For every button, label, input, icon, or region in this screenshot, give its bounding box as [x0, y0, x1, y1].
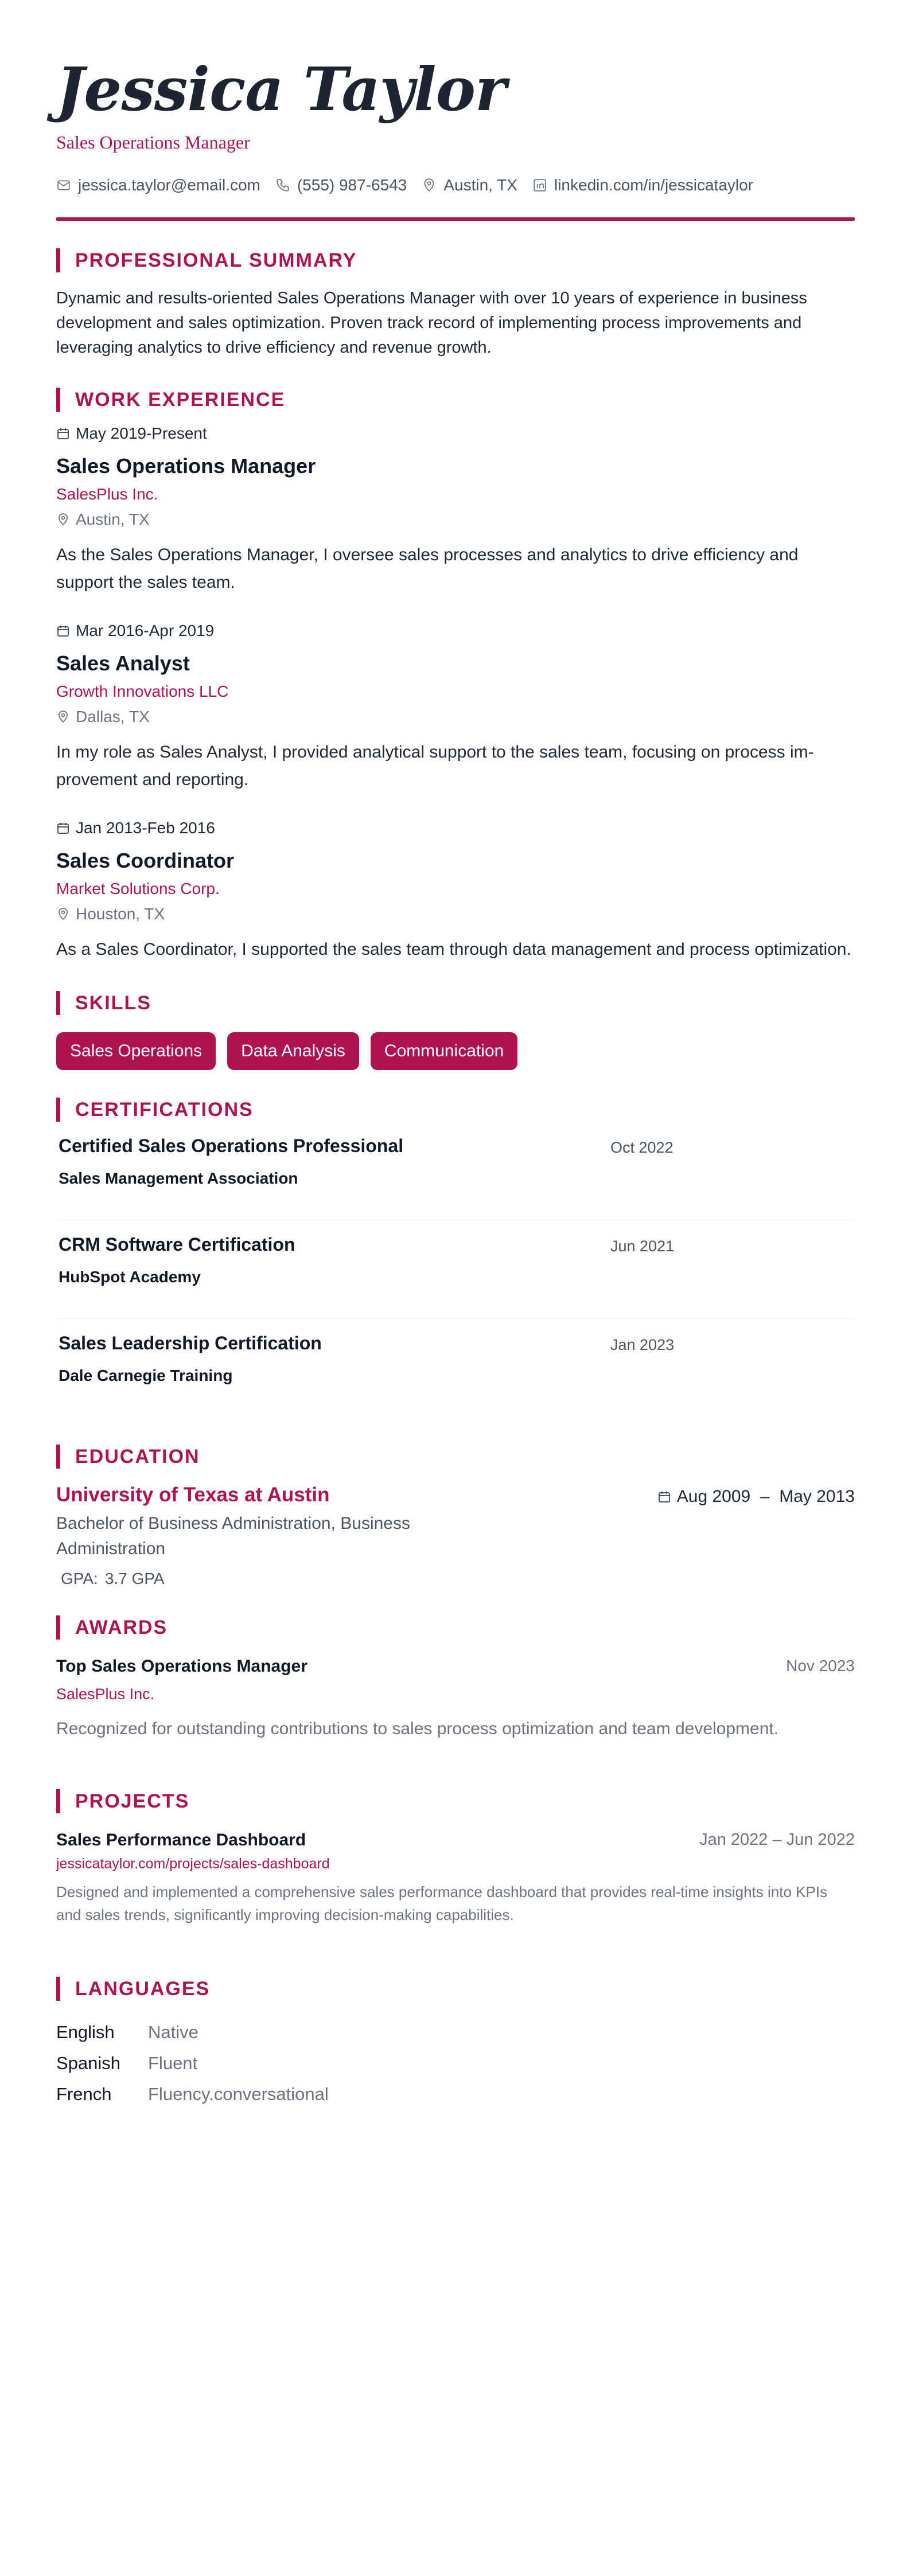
map-pin-icon	[56, 513, 70, 526]
job-location	[56, 708, 855, 726]
summary-heading	[56, 248, 855, 272]
skills-list	[56, 1032, 855, 1070]
project-dates: Jan 2022 – Jun 2022	[699, 1830, 855, 1849]
languages-heading	[56, 1977, 855, 2001]
language-level: Fluency.conversational	[148, 2084, 329, 2104]
languages-heading-text: LANGUAGES	[75, 1977, 211, 2000]
certification-name: Certified Sales Operations Professional	[59, 1135, 404, 1156]
calendar-icon	[56, 427, 70, 440]
map-pin-icon	[422, 178, 437, 193]
projects-heading	[56, 1789, 855, 1813]
section-accent-bar	[56, 388, 60, 412]
job-entry	[56, 622, 855, 794]
section-accent-bar	[56, 1615, 60, 1640]
job-location-text: Dallas, TX	[76, 708, 150, 725]
contact-location	[422, 176, 517, 194]
certification-date: Jan 2023	[610, 1336, 675, 1353]
calendar-icon	[657, 1490, 671, 1504]
certifications-heading	[56, 1098, 855, 1122]
award-entry	[56, 1657, 855, 1739]
language-name: French	[56, 2084, 112, 2104]
language-row	[56, 2048, 855, 2079]
job-entry	[56, 424, 855, 596]
section-accent-bar	[56, 1445, 60, 1469]
gpa-value: 3.7 GPA	[104, 1570, 165, 1587]
phone-text: (555) 987-6543	[297, 176, 407, 194]
job-description: In my role as Sales Analyst, I provided analytical support to the sales team, focusing on process improvement and reporting.	[56, 743, 814, 789]
location-text: Austin, TX	[443, 176, 517, 194]
calendar-icon	[56, 624, 70, 638]
section-accent-bar	[56, 991, 60, 1015]
award-title: Top Sales Operations Manager	[56, 1657, 307, 1676]
mail-icon	[56, 178, 71, 193]
linkedin-text: linkedin.com/in/jessicataylor	[554, 176, 754, 194]
job-dates-text: Mar 2016-Apr 2019	[76, 622, 215, 639]
job-entry	[56, 819, 855, 963]
skill-tag: Data Analysis	[227, 1032, 359, 1070]
header-divider	[56, 217, 855, 221]
section-accent-bar	[56, 1977, 60, 2001]
education-heading-text: EDUCATION	[75, 1445, 200, 1467]
language-name: Spanish	[56, 2053, 121, 2073]
language-name: English	[56, 2022, 115, 2042]
certifications-heading-text: CERTIFICATIONS	[75, 1098, 254, 1121]
job-description: As a Sales Coordinator, I supported the sales team through data management and process optimization.	[56, 940, 851, 959]
summary-heading-text: PROFESSIONAL SUMMARY	[75, 249, 357, 271]
email-text: jessica.taylor@email.com	[78, 176, 260, 194]
project-description: Designed and implemented a comprehensive sales performance dashboard that provides real-time insights into KPIs and sales trends, significantly improving decision-making capabilities.	[56, 1883, 828, 1923]
phone-icon	[275, 178, 290, 193]
language-row	[56, 2079, 855, 2110]
certification-date: Jun 2021	[610, 1238, 675, 1255]
job-location	[56, 905, 855, 923]
skills-heading-text: SKILLS	[75, 992, 151, 1014]
awards-heading-text: AWARDS	[75, 1616, 168, 1638]
projects-heading-text: PROJECTS	[75, 1790, 190, 1812]
education-degree: Bachelor of Business Administration, Business Administration	[56, 1514, 410, 1558]
skill-tag: Communication	[371, 1032, 517, 1070]
certification-issuer: Sales Management Association	[59, 1169, 298, 1187]
certification-issuer: HubSpot Academy	[59, 1268, 201, 1286]
project-link[interactable]: jessicataylor.com/projects/sales-dashboard	[56, 1856, 330, 1872]
gpa-label: GPA:	[61, 1570, 98, 1587]
certification-name: Sales Leadership Certification	[59, 1333, 322, 1353]
job-dates-text: May 2019-Present	[76, 424, 207, 442]
map-pin-icon	[56, 907, 70, 921]
education-dates	[657, 1487, 855, 1506]
languages-list	[56, 2017, 855, 2110]
job-company: SalesPlus Inc.	[56, 485, 158, 503]
certification-entry	[56, 1319, 855, 1417]
job-description: As the Sales Operations Manager, I oversee sales processes and analytics to drive efficiency and support the sales team.	[56, 545, 799, 592]
education-school: University of Texas at Austin	[56, 1484, 330, 1506]
skill-tag: Sales Operations	[56, 1032, 216, 1070]
section-accent-bar	[56, 1098, 60, 1122]
section-accent-bar	[56, 248, 60, 272]
spacer	[56, 1926, 855, 1949]
project-entry	[56, 1830, 855, 1926]
summary-text: Dynamic and results-oriented Sales Operations Manager with over 10 years of experience in business development and sales optimization. Proven track record of implementing process improvements and leveraging analytics to drive efficiency and revenue growth.	[56, 289, 807, 357]
award-description: Recognized for outstanding contributions to sales process optimization and team development.	[56, 1719, 779, 1738]
language-level: Fluent	[148, 2053, 198, 2073]
candidate-title: Sales Operations Manager	[56, 132, 250, 153]
job-dates	[56, 424, 855, 443]
project-title: Sales Performance Dashboard	[56, 1830, 306, 1849]
skills-heading	[56, 991, 855, 1015]
awards-heading	[56, 1615, 855, 1640]
calendar-icon	[56, 821, 70, 835]
award-organization: SalesPlus Inc.	[56, 1685, 155, 1703]
certification-issuer: Dale Carnegie Training	[59, 1367, 233, 1384]
job-dates	[56, 819, 855, 837]
job-company: Growth Innovations LLC	[56, 682, 229, 700]
certifications-list	[56, 1122, 855, 1417]
job-location-text: Austin, TX	[76, 510, 150, 528]
certification-entry	[56, 1122, 855, 1220]
spacer	[56, 1739, 855, 1762]
contact-linkedin[interactable]	[532, 176, 753, 194]
work-heading-text: WORK EXPERIENCE	[75, 388, 286, 411]
certification-entry	[56, 1220, 855, 1319]
education-dates-text: Aug 2009 – May 2013	[676, 1487, 855, 1506]
award-date: Nov 2023	[786, 1657, 855, 1675]
map-pin-icon	[56, 710, 70, 724]
language-row	[56, 2017, 855, 2048]
language-level: Native	[148, 2022, 198, 2042]
work-heading	[56, 388, 855, 412]
contact-bar	[56, 176, 855, 194]
job-title: Sales Analyst	[56, 651, 190, 675]
certification-name: CRM Software Certification	[59, 1234, 295, 1255]
job-location-text: Houston, TX	[76, 905, 165, 923]
linkedin-icon	[532, 178, 547, 193]
certification-date: Oct 2022	[610, 1139, 673, 1156]
job-location	[56, 510, 855, 529]
candidate-name: Jessica Taylor	[56, 54, 506, 124]
education-gpa	[61, 1570, 855, 1588]
job-title: Sales Operations Manager	[56, 454, 316, 478]
contact-phone[interactable]	[275, 176, 407, 194]
job-dates-text: Jan 2013-Feb 2016	[76, 819, 215, 837]
education-heading	[56, 1445, 855, 1469]
section-accent-bar	[56, 1789, 60, 1813]
job-dates	[56, 622, 855, 640]
job-company: Market Solutions Corp.	[56, 880, 220, 897]
contact-email[interactable]	[56, 176, 260, 194]
job-title: Sales Coordinator	[56, 849, 235, 872]
education-entry	[56, 1484, 855, 1588]
